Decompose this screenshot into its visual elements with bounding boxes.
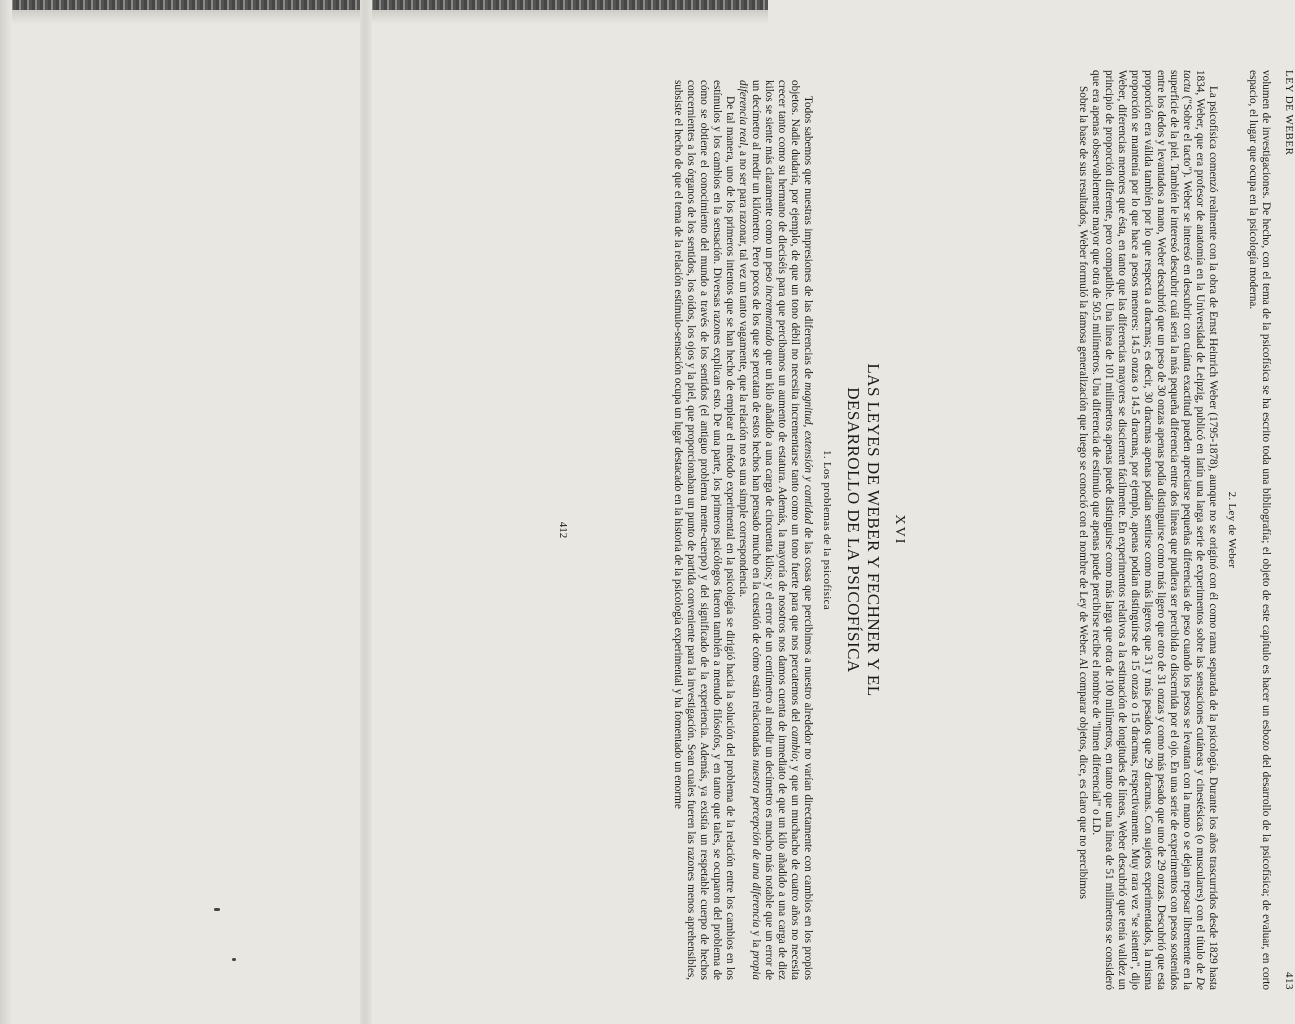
section-title: 1. Los problemas de la psicofísica [821,450,833,610]
running-head-title: LEY DE WEBER [1283,70,1295,156]
italic-run: magnitud, extensión y cantidad [802,382,814,525]
running-head [1282,70,1295,990]
text-run: Todos sabemos que nuestras impresiones de las diferencias de [802,96,814,379]
chapter-title-line1: LAS LEYES DE WEBER Y FECHNER Y EL [864,363,883,697]
italic-run: De tactu [1181,70,1206,991]
chapter-title-line2: DESARROLLO DE LA PSICOFÍSICA [844,387,863,673]
italic-run: cambio [789,725,801,759]
paragraph: Sobre la base de sus resultados, Weber formuló la famosa generalización que luego se conoció con el nombre de Ley de Weber. Al comparar objetos, dice, es claro que no percibimos [1077,86,1089,899]
text-run: , a no ser para razonar, tal vez un tanto vagamente, que la relación no es una simple correspondencia. [737,145,749,598]
text-run: ; y que un muchacho de cuatro años no necesita crecer tanto como su hermano de dieciséis para que percibamos un aumento de estatura. Además, la mayoría de nosotros nos damos cuenta de inmediato de que un kilo añadido a una carga de diez kilos se siente más claramente como un peso [763,80,801,981]
text-run: y la [750,930,762,948]
paragraph [1089,70,1219,990]
italic-run: propia diferencia real [737,80,762,980]
chapter-number: XVI [892,514,907,546]
page-number: 412 [557,521,569,539]
page-number: 413 [1283,972,1295,990]
text-run: que un kilo añadido a una carga de cincuenta kilos; y el error de un centímetro al medir un decímetro es mucho más notable que un error de un decímetro al medir un kilómetro. Pero pocos de los que se percatan de estos hechos han pensado mucho en la cuestión de cómo están relacionadas [750,80,775,980]
ink-speck [232,958,236,961]
text-run: ("Sobre el tacto"). Weber se interesó en descubrir con cuánta exactitud pueden apreciarse pequeñas diferencias de peso cuando los pesos se levantan con la mano o se dejan reposar libremente en la superficie de la piel. También le interesó descubrir cuál sería la más pequeña diferencia entre dos líneas que pudiera ser percibida o discernida por el ojo. En una serie de experimentos con pesos sostenidos entre los dedos y levantados a mano, Weber descubrió que un peso de 30 onzas apenas podía distinguirse como más ligero que otro de 31 onzas y como más pesado que uno de 29 onzas. Descubrió que esta proporción era válida también por lo que respecta a dracmas; es decir, 30 dracmas apenas podían sentirse como más ligeros que 31 y más pesados que 29 dracmas. Con sujetos experimentados, la misma proporción se mantenía por lo que hace a pesos menores: 14.5 onzas o 14.5 dracmas, por ejemplo, apenas podían distinguirse de 15 onzas o 15 dracmas, respectivamente. Muy rara vez "se sienten", dijo Weber, diferencias menores que ésta, en tanto que las diferencias mayores se disciernen fácilmente. En experimentos relativos a la estimación de longitudes de líneas, Weber descubrió que tenía validez un principio de proporción diferente, pero compatible. Una línea de 101 milímetros apenas puede distinguirse como más larga que otra de 100 milímetros, en tanto que una línea de 51 milímetros se consideró que era apenas observablemente mayor que otra de 50.5 milímetros. Una diferencia de estímulo que apenas puede percibirse recibe el nombre de "limen diferencial" o LD. [1090,70,1193,990]
ink-speck [214,908,220,911]
paragraph: De tal manera, uno de los primeros intentos que se han hecho de emplear el método experimental en la psicología se dirigió hacia la solución del problema de la relación entre los cambios en los estímulos y los cambios en la sensación. Diversas razones explican esto. De una parte, los primeros psicólogos fueron también a menudo filósofos, y en tanto que tales, se ocuparon del problema de cómo se obtiene el conocimiento del mundo a través de los sentidos (el antiguo problema mente-cuerpo) y del significado de la experiencia. Además, ya existía un respetable cuerpo de hechos concernientes a los órganos de los sentidos, los oídos, los ojos y la piel, que proporcionaban un punto de partida conveniente para la investigación. Sean cuales fueren las razones menos aprehensibles, subsiste el hecho de que el tema de la relación estímulo-sensación ocupa un lugar destacado en la historia de la psicología experimental y ha fomentado un enorme [672,80,736,980]
italic-run: nuestra percepción de una diferencia [750,759,762,928]
book-gutter [360,0,372,1024]
scan-top-edge [0,0,768,10]
text-run: La psicofísica comenzó realmente con la obra de Ernst Heinrich Weber (1795-1878), aunque no se originó con él como rama separada de la psicología. Durante los años trascurridos desde 1829 hasta 1834, Weber, que era profesor de anatomía en la Universidad de Leipzig, publicó en latín una larga serie de experimentos sobre las sensaciones cutáneas y cinestésicas (o musculares) con el título de [1194,70,1219,990]
section-title: 2. Ley de Weber [1226,491,1238,569]
paragraph: volumen de investigaciones. De hecho, con el tema de la psicofísica se ha escrito toda una bibliografía; el objeto de este capítulo es hacer un esbozo del desarrollo de la psicofísica; de evaluar, en corto espacio, el lugar que ocupa en la psicología moderna. [1247,70,1272,990]
italic-run: incrementado [763,285,775,347]
left-page [10,80,907,981]
chapter-title [843,80,883,980]
scan-top-shadow [0,10,768,24]
text-run: de las cosas que percibimos a nuestro alrededor no varían directamente con cambios en los propios objetos. Nadie dudaría, por ejemplo, de que un tono débil no necesita incrementarse tanto como un tono fuerte para que nos percatemos del [789,80,814,980]
